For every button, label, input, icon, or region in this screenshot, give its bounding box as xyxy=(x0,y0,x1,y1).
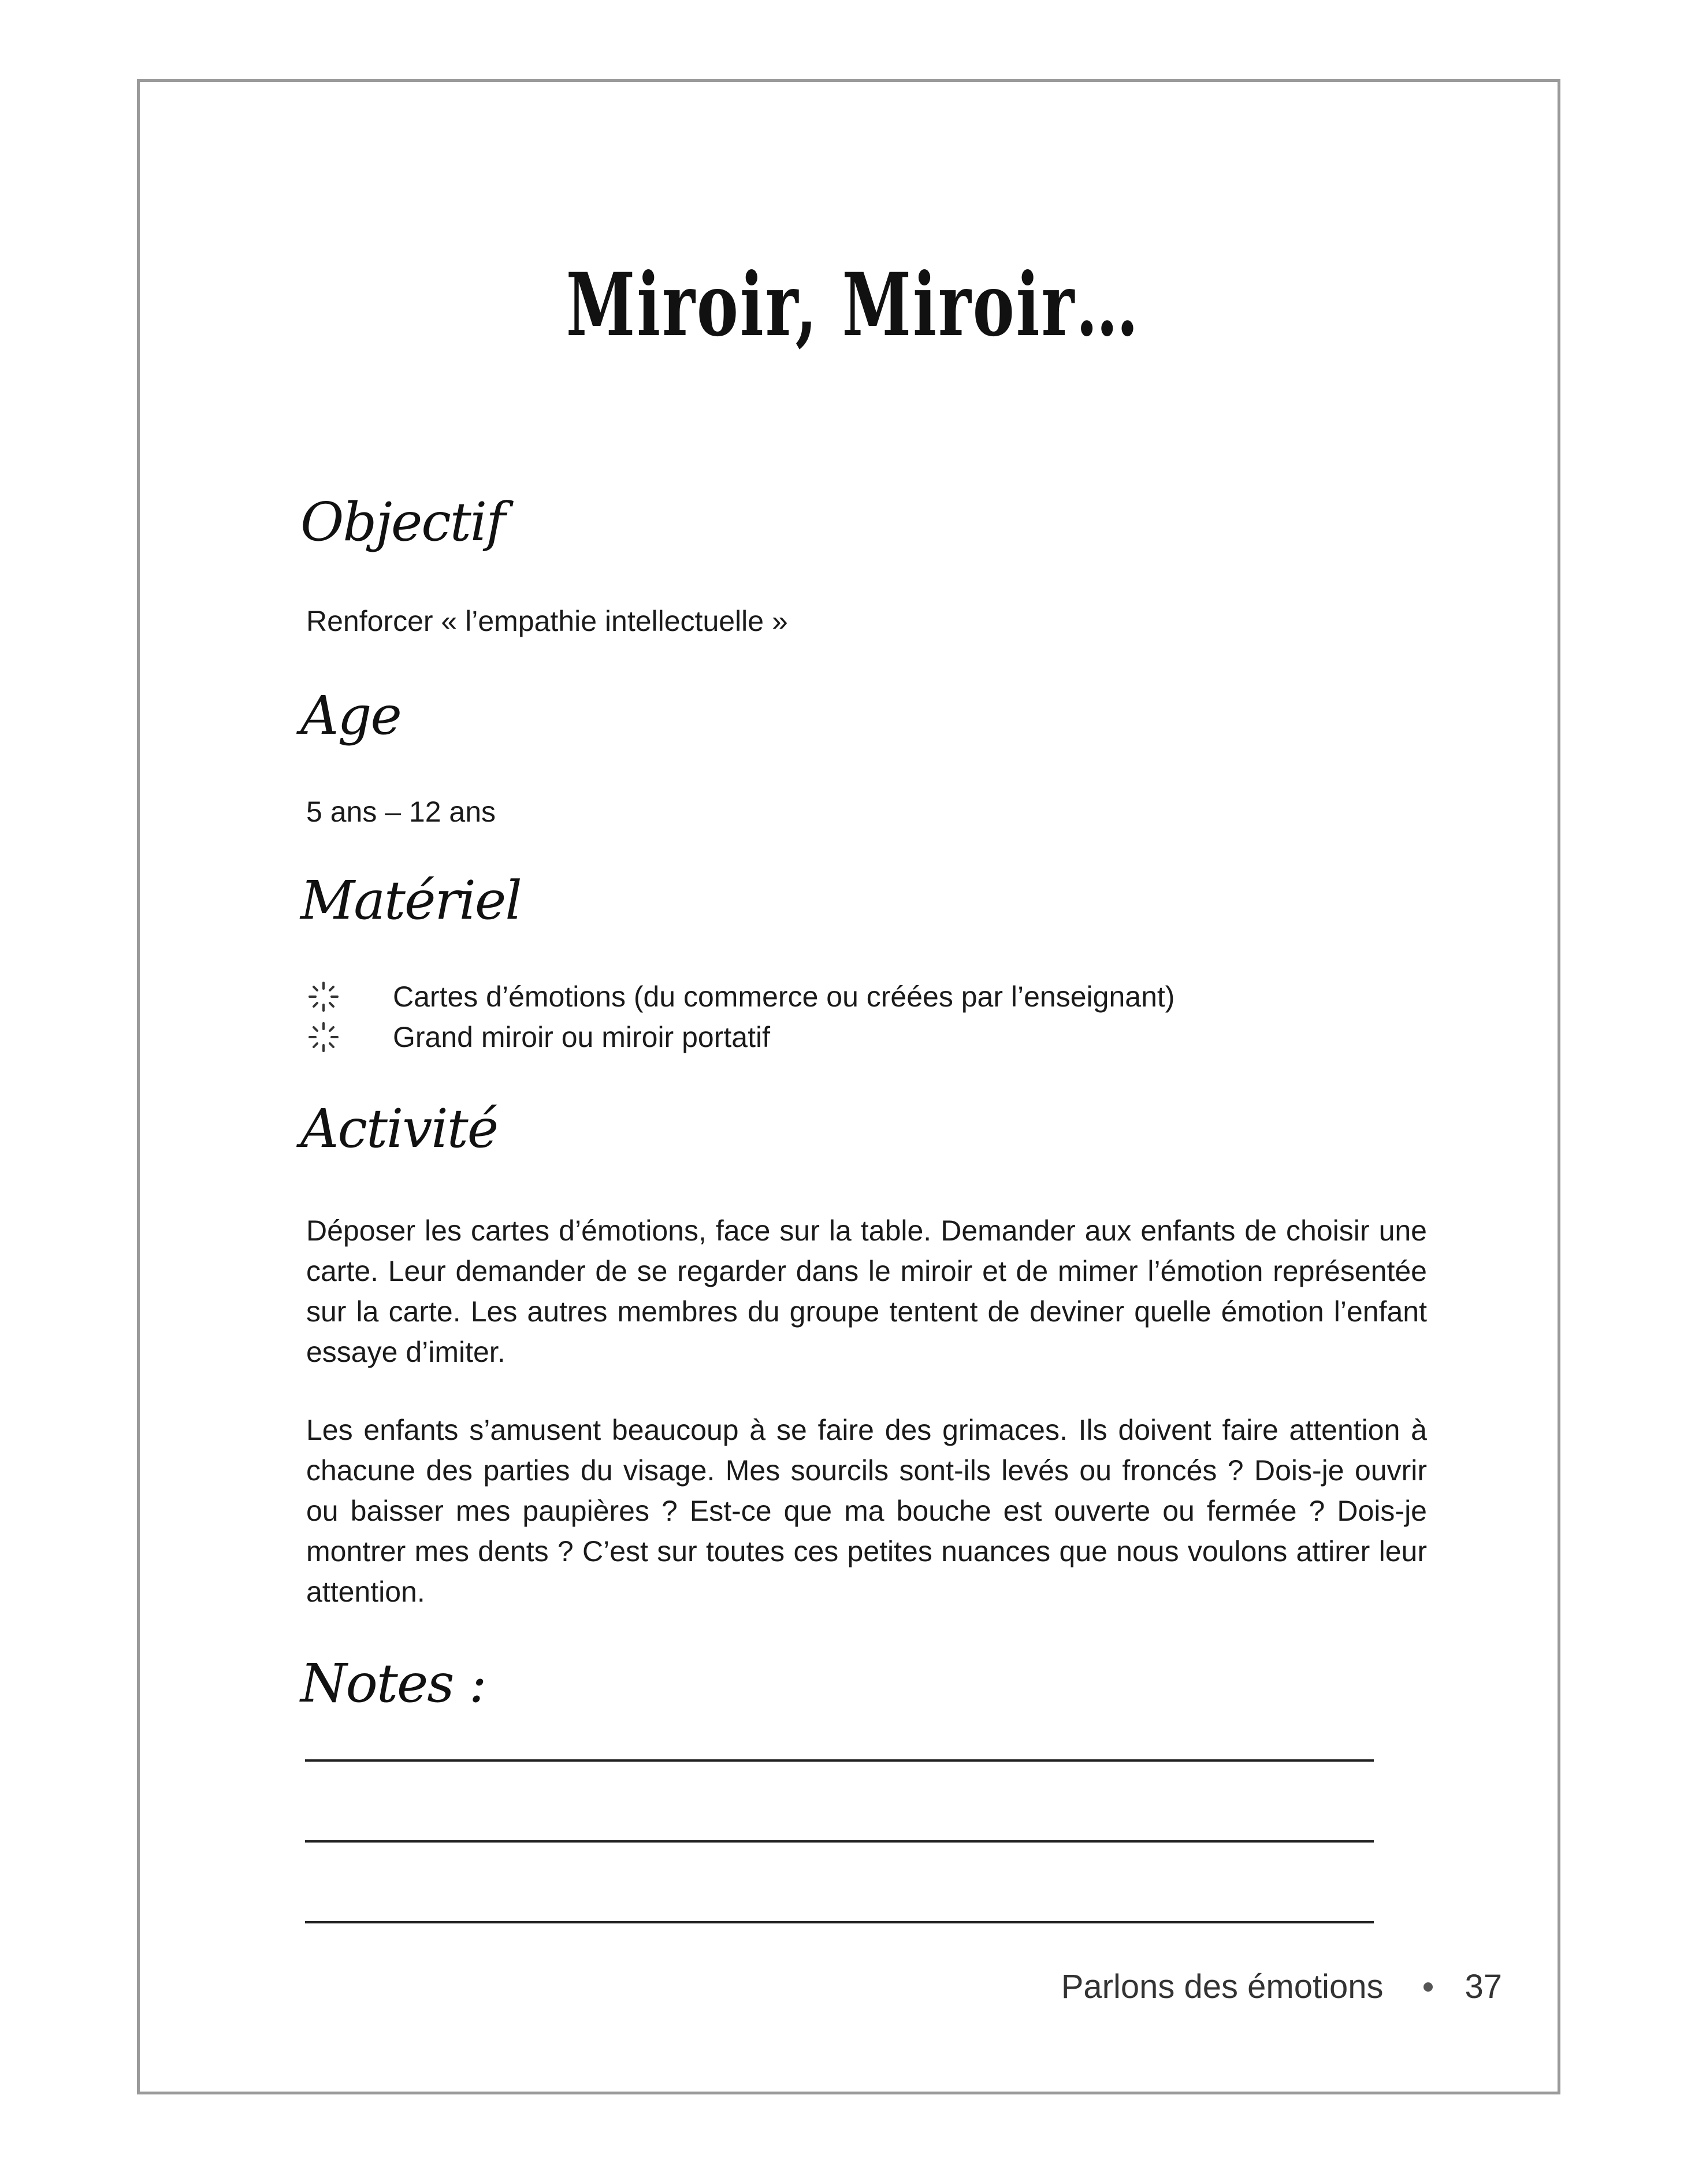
bullet-dot-icon xyxy=(1423,1982,1433,1992)
page-number: 37 xyxy=(1465,1968,1502,2005)
note-line xyxy=(305,1921,1374,1923)
heading-notes: Notes : xyxy=(300,1652,486,1714)
heading-activite: Activité xyxy=(300,1098,498,1160)
heading-objectif: Objectif xyxy=(300,491,505,553)
list-item-text: Cartes d’émotions (du commerce ou créées par l’enseignant) xyxy=(393,980,1175,1013)
materiel-list xyxy=(306,976,1174,1057)
list-item xyxy=(306,976,1174,1017)
sparkle-icon xyxy=(306,979,393,1014)
sparkle-icon xyxy=(306,1020,393,1054)
page-border xyxy=(137,79,1560,2094)
heading-age: Age xyxy=(300,685,401,746)
activite-paragraph-1: Déposer les cartes d’émotions, face sur la table. Demander aux enfants de choisir une carte. Leur demander de se regarder dans le miroir et de mimer l’émotion représentée sur la carte. Les autres membres du groupe tentent de deviner quelle émotion l’enfant essaye d’imiter. xyxy=(306,1214,1427,1368)
age-text: 5 ans – 12 ans xyxy=(306,796,496,828)
heading-materiel: Matériel xyxy=(300,870,521,931)
activite-paragraph-2: Les enfants s’amusent beaucoup à se faire des grimaces. Ils doivent faire attention à chacune des parties du visage. Mes sourcils sont-ils levés ou froncés ? Dois-je ouvrir ou baisser mes paupières ? Est-ce que ma bouche est ouverte ou fermée ? Dois-je montrer mes dents ? C’est sur toutes ces petites nuances que nous voulons attirer leur attention. xyxy=(306,1414,1427,1608)
note-line xyxy=(305,1759,1374,1762)
objectif-text: Renforcer « l’empathie intellectuelle » xyxy=(306,605,788,637)
page-footer xyxy=(924,1967,1502,2006)
list-item xyxy=(306,1017,1174,1057)
note-line xyxy=(305,1840,1374,1843)
list-item-text: Grand miroir ou miroir portatif xyxy=(393,1021,770,1053)
footer-book-title: Parlons des émotions xyxy=(1061,1968,1384,2005)
page-title: Miroir, Miroir… xyxy=(566,254,1140,356)
